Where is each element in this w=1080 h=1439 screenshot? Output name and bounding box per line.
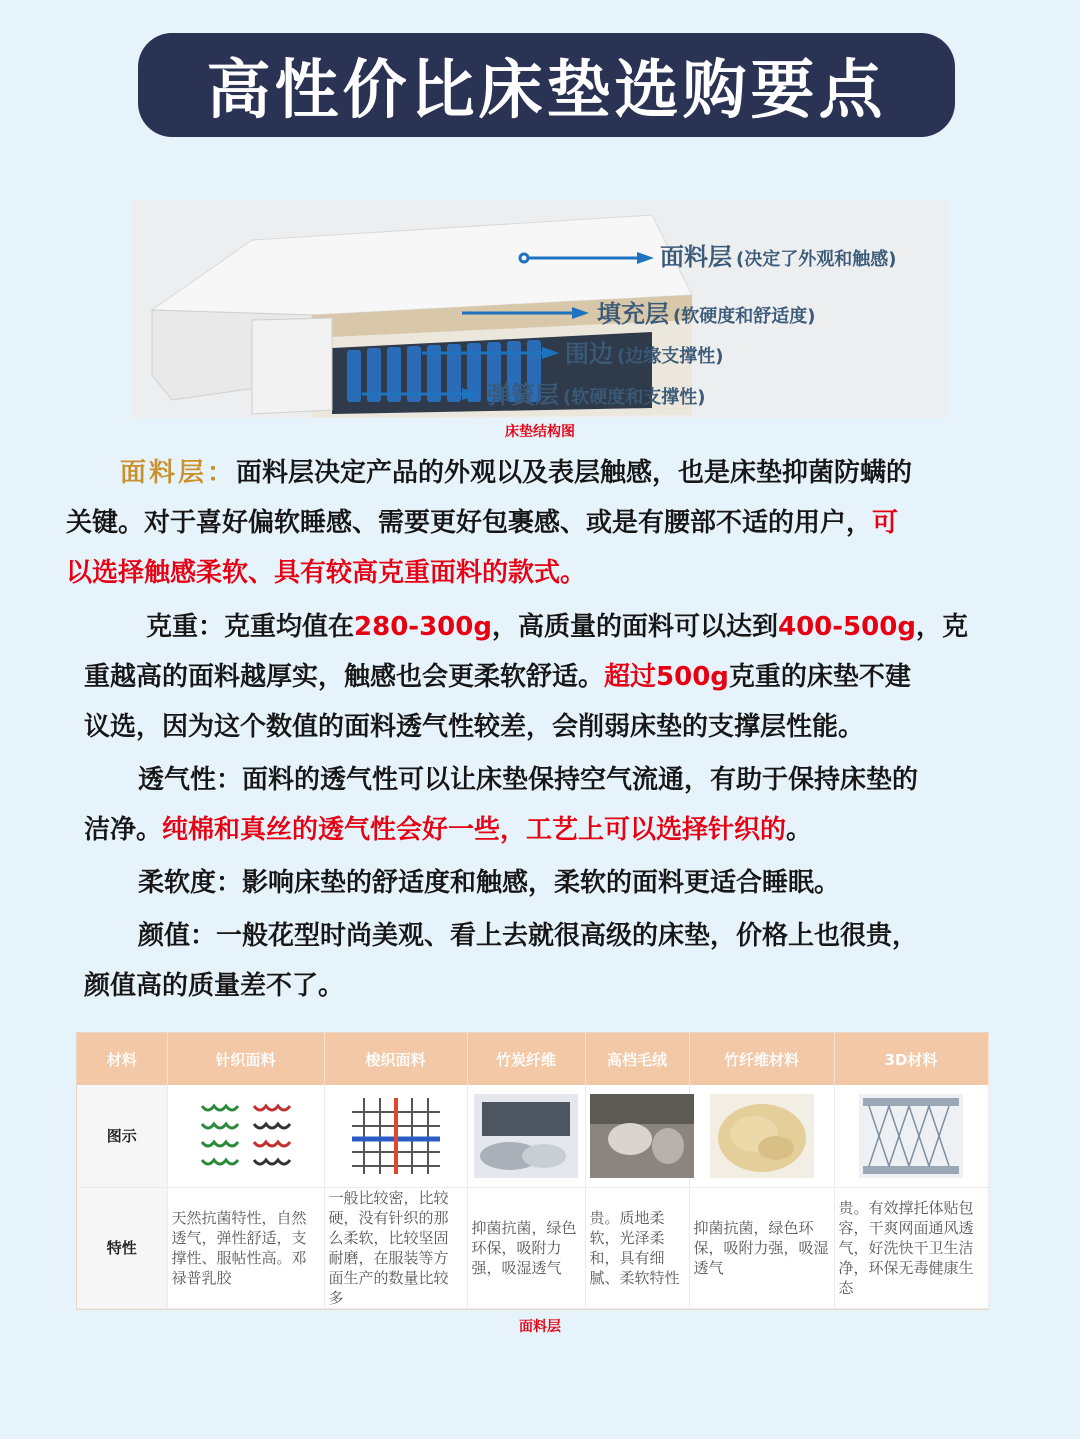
table-header: 针织面料 <box>167 1033 324 1085</box>
para-text: 柔软度：影响床垫的舒适度和触感，柔软的面料更适合睡眠。 <box>138 868 841 898</box>
para-breathability <box>84 755 918 855</box>
knit-fabric-image <box>167 1085 324 1188</box>
page-title: 高性价比床垫选购要点 <box>206 54 887 128</box>
highlight-text: 以选择触感柔软、具有较高克重面料的款式。 <box>66 558 587 588</box>
woven-fabric-image <box>324 1085 467 1188</box>
label-filling-layer: 填充层 <box>597 300 669 328</box>
label-edge: 围边 <box>565 340 613 368</box>
trait-bamboo-fiber: 抑菌抗菌，绿色环保，吸附力强，吸湿透气 <box>689 1188 834 1309</box>
plush-image <box>585 1085 689 1188</box>
trait-knit: 天然抗菌特性，自然透气，弹性舒适，支撑性、服帖性高。邓禄普乳胶 <box>167 1188 324 1309</box>
table-caption: 面料层 <box>519 1319 561 1335</box>
3d-material-image <box>834 1085 988 1188</box>
para-text: 克重的床垫不建 <box>728 662 911 692</box>
para-text: 克重：克重均值在 <box>146 612 355 642</box>
table-header: 高档毛绒 <box>585 1033 689 1085</box>
row-label-image: 图示 <box>77 1085 167 1188</box>
para-text: 。 <box>786 815 813 845</box>
para-text: 议选，因为这个数值的面料透气性较差，会削弱床垫的支撑层性能。 <box>84 712 865 742</box>
para-text: 洁净。 <box>84 815 163 845</box>
trait-plush: 贵。质地柔软，光泽柔和，具有细腻、柔软特性 <box>585 1188 689 1309</box>
para-text: ，高质量的面料可以达到 <box>491 612 778 642</box>
para-text: 透气性：面料的透气性可以让床垫保持空气流通，有助于保持床垫的 <box>138 765 919 795</box>
title-banner <box>138 33 955 137</box>
para-text: 面料层决定产品的外观以及表层触感，也是床垫抑菌防螨的 <box>236 458 913 488</box>
para-fabric-layer <box>66 448 912 598</box>
trait-woven: 一般比较密，比较硬，没有针织的那么柔软，比较坚固耐磨，在服装等方面生产的数量比较多 <box>324 1188 467 1309</box>
para-weight <box>84 602 968 752</box>
highlight-text: 400-500g <box>777 612 916 642</box>
fabric-table <box>76 1032 989 1310</box>
para-text: 重越高的面料越厚实，触感也会更柔软舒适。 <box>84 662 605 692</box>
label-fabric-layer: 面料层 <box>660 243 732 271</box>
table-header: 竹纤维材料 <box>689 1033 834 1085</box>
label-spring-layer-desc: (软硬度和支撑性) <box>563 387 706 408</box>
highlight-text: 可 <box>872 508 899 538</box>
para-text: ，克 <box>915 612 968 642</box>
row-label-traits: 特性 <box>77 1188 167 1309</box>
table-header: 竹炭纤维 <box>467 1033 585 1085</box>
label-spring-layer: 弹簧层 <box>487 381 559 409</box>
label-edge-desc: (边缘支撑性) <box>617 346 724 367</box>
para-text: 关键。对于喜好偏软睡感、需要更好包裹感、或是有腰部不适的用户， <box>66 508 873 538</box>
trait-bamboo-charcoal: 抑菌抗菌，绿色环保，吸附力强，吸湿透气 <box>467 1188 585 1309</box>
para-text: 颜值高的质量差不了。 <box>84 971 345 1001</box>
diagram-caption: 床垫结构图 <box>505 424 575 440</box>
mattress-diagram <box>132 200 948 418</box>
highlight-text: 280-300g <box>354 612 492 642</box>
highlight-text: 超过500g <box>604 662 729 692</box>
para-softness <box>138 858 840 908</box>
trait-3d: 贵。有效撑托体贴包容，干爽网面通风透气，好洗快干卫生洁净，环保无毒健康生态 <box>834 1188 988 1309</box>
fabric-layer-label: 面料层： <box>120 458 237 488</box>
bamboo-fiber-image <box>689 1085 834 1188</box>
highlight-text: 纯棉和真丝的透气性会好一些，工艺上可以选择针织的 <box>162 815 787 845</box>
bamboo-charcoal-image <box>467 1085 585 1188</box>
table-header: 3D材料 <box>834 1033 988 1085</box>
label-filling-layer-desc: (软硬度和舒适度) <box>673 306 816 327</box>
para-appearance <box>84 911 918 1011</box>
para-text: 颜值：一般花型时尚美观、看上去就很高级的床垫，价格上也很贵， <box>138 921 919 951</box>
table-header: 梭织面料 <box>324 1033 467 1085</box>
table-header: 材料 <box>77 1033 167 1085</box>
label-fabric-layer-desc: (决定了外观和触感) <box>736 249 897 270</box>
